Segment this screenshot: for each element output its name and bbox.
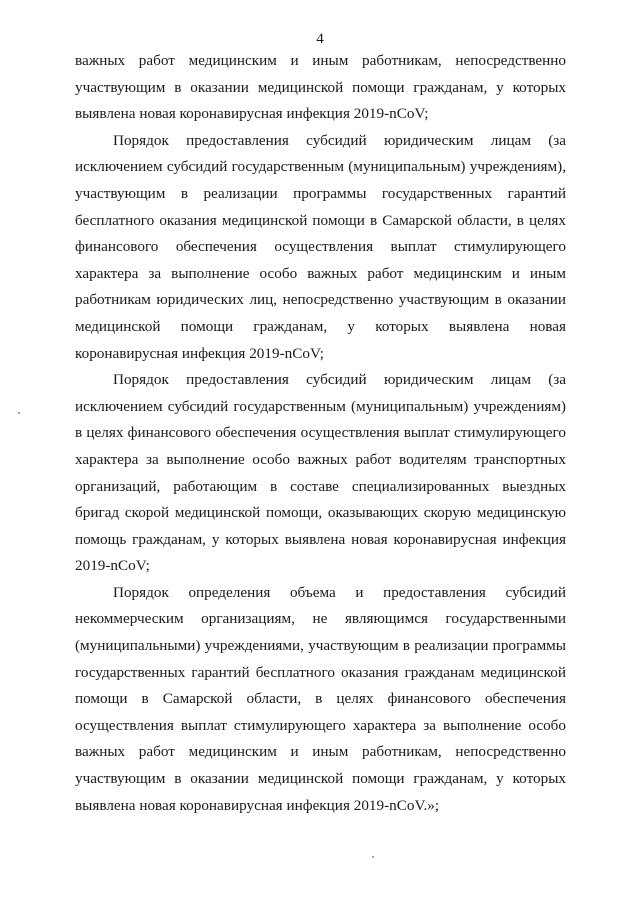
text-line: участвующим в оказании медицинской помощи гражданам, у которых: [75, 78, 566, 96]
text-line: участвующим в оказании медицинской помощи гражданам, у которых: [75, 770, 566, 788]
text-line: 2019-nCoV;: [75, 557, 150, 575]
text-line: организаций, работающим в составе специализированных выездных: [75, 477, 566, 495]
page-number: 4: [316, 31, 324, 47]
paragraph-1: [75, 48, 566, 128]
document-body: [75, 48, 566, 819]
text-line: государственных гарантий бесплатного оказания гражданам медицинской: [75, 663, 566, 681]
text-line: работникам юридических лиц, непосредственно участвующим в оказании: [75, 291, 566, 309]
text-line: помощь гражданам, у которых выявлена новая коронавирусная инфекция: [75, 530, 566, 548]
paragraph-3: [75, 367, 566, 580]
text-line: бригад скорой медицинской помощи, оказывающих скорую медицинскую: [75, 504, 566, 522]
scan-speck: [372, 856, 374, 858]
text-line: Порядок предоставления субсидий юридическим лицам (за: [113, 131, 566, 149]
text-line: исключением субсидий государственным (муниципальным) учреждениям): [75, 397, 566, 415]
text-line: осуществления выплат стимулирующего характера за выполнение особо: [75, 716, 566, 734]
text-line: важных работ медицинским и иным работникам, непосредственно: [75, 52, 566, 69]
text-line: (муниципальными) учреждениями, участвующим в реализации программы: [75, 637, 566, 655]
text-line: коронавирусная инфекция 2019-nCoV;: [75, 344, 324, 362]
text-line: характера за выполнение особо важных работ медицинским и иным: [75, 264, 566, 282]
scan-speck: [18, 412, 20, 414]
paragraph-4: [75, 580, 566, 819]
text-line: выявлена новая коронавирусная инфекция 2019-nCoV;: [75, 105, 429, 123]
text-line: финансового обеспечения осуществления выплат стимулирующего: [75, 238, 566, 256]
text-line: характера за выполнение особо важных работ водителям транспортных: [75, 450, 566, 468]
text-line: выявлена новая коронавирусная инфекция 2019-nCoV.»;: [75, 796, 440, 814]
text-line: участвующим в реализации программы государственных гарантий: [75, 184, 566, 202]
text-line: медицинской помощи гражданам, у которых выявлена новая: [75, 317, 566, 335]
text-line: помощи в Самарской области, в целях финансового обеспечения: [75, 690, 566, 708]
text-line: некоммерческим организациям, не являющимся государственными: [75, 610, 566, 628]
text-line: бесплатного оказания медицинской помощи в Самарской области, в целях: [75, 211, 566, 229]
paragraph-2: [75, 128, 566, 367]
text-line: Порядок предоставления субсидий юридическим лицам (за: [113, 371, 566, 389]
text-line: в целях финансового обеспечения осуществления выплат стимулирующего: [75, 424, 566, 442]
text-line: исключением субсидий государственным (муниципальным) учреждениям),: [75, 158, 566, 176]
text-line: важных работ медицинским и иным работникам, непосредственно: [75, 743, 566, 761]
text-line: Порядок определения объема и предоставления субсидий: [113, 583, 566, 601]
